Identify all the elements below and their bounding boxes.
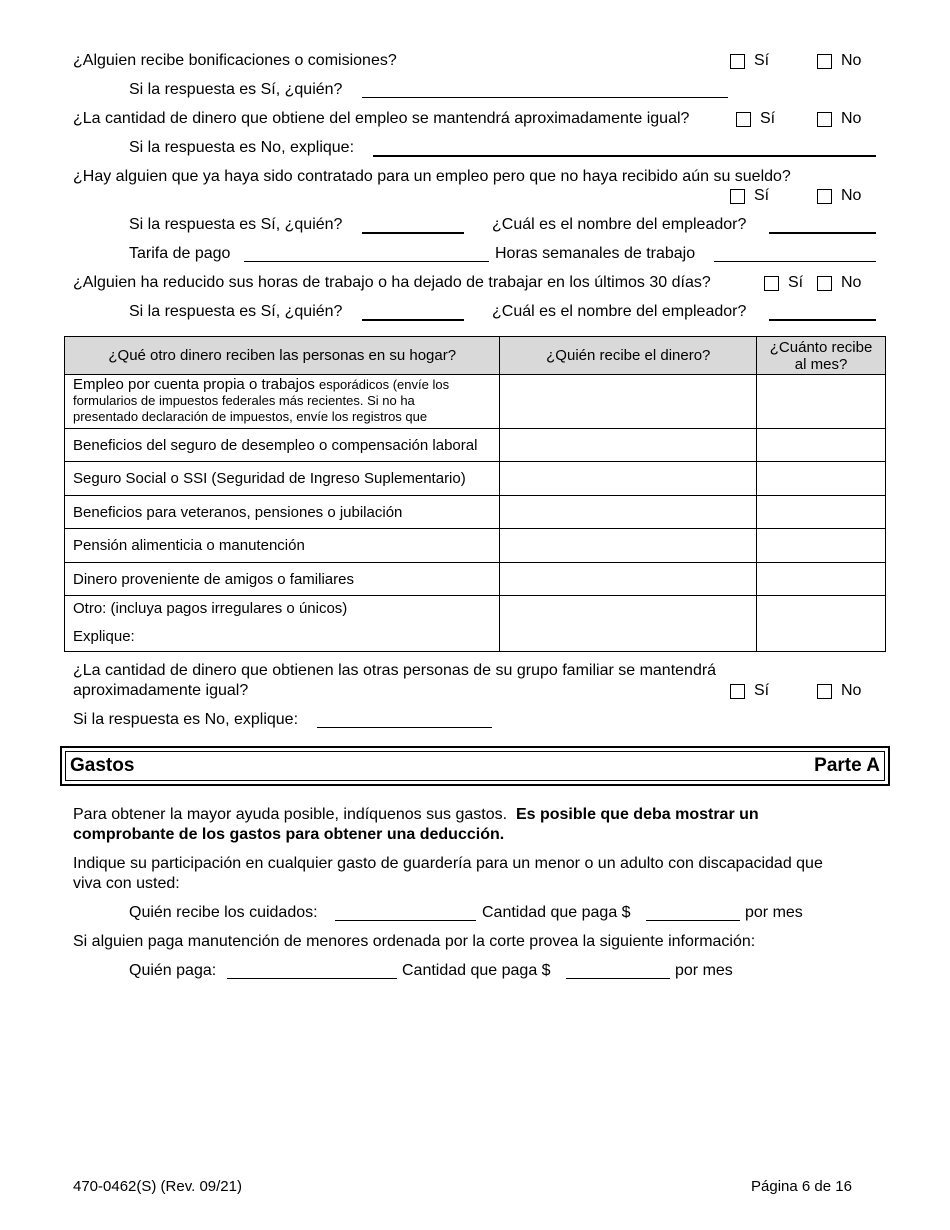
hired-employer-label: ¿Cuál es el nombre del empleador?	[492, 216, 747, 233]
expenses-intro-normal: Para obtener la mayor ayuda posible, indíquenos sus gastos.	[73, 806, 508, 823]
same-amount-no-label: No	[841, 110, 862, 127]
expenses-intro-line1	[73, 806, 759, 824]
header-monthly-amount-line1: ¿Cuánto recibe	[769, 338, 873, 356]
other-income-table	[64, 336, 886, 652]
bonus-no-label: No	[841, 52, 862, 69]
reduced-no-label: No	[841, 274, 862, 291]
unemployment-amount-cell[interactable]	[757, 429, 886, 462]
support-amount-field[interactable]	[566, 978, 670, 979]
same-amount-yes-label: Sí	[760, 110, 776, 127]
row-alimony: Pensión alimenticia o manutención	[65, 529, 500, 563]
bonus-yes-checkbox[interactable]	[730, 54, 745, 69]
bonus-who-field[interactable]	[362, 97, 728, 98]
support-who-field[interactable]	[227, 978, 397, 979]
childcare-amount-label: Cantidad que paga $	[482, 904, 631, 921]
self-employment-who-cell[interactable]	[500, 375, 757, 429]
others-explain-label: Si la respuesta es No, explique:	[73, 711, 299, 728]
question-reduced-hours: ¿Alguien ha reducido sus horas de trabajo o ha dejado de trabajar en los últimos 30 días?	[73, 274, 711, 291]
section-header-gastos	[60, 746, 890, 786]
same-amount-no-checkbox[interactable]	[817, 112, 832, 127]
reduced-yes-checkbox[interactable]	[764, 276, 779, 291]
reduced-yes-label: Sí	[788, 274, 804, 291]
other-explain-label: Explique:	[73, 628, 135, 645]
hired-yes-checkbox[interactable]	[730, 189, 745, 204]
table-row	[65, 596, 886, 652]
reduced-who-field[interactable]	[362, 319, 464, 321]
question-others-line1: ¿La cantidad de dinero que obtienen las otras personas de su grupo familiar se mantendrá	[73, 662, 717, 679]
hired-no-label: No	[841, 187, 862, 204]
self-employment-note-c: presentado declaración de impuestos, envíe los registros que	[73, 409, 428, 424]
alimony-who-cell[interactable]	[500, 529, 757, 563]
other-who-cell[interactable]	[500, 596, 757, 652]
child-support-text: Si alguien paga manutención de menores ordenada por la corte provea la siguiente información:	[73, 933, 756, 950]
pay-rate-field[interactable]	[244, 261, 489, 262]
reduced-employer-field[interactable]	[769, 319, 876, 321]
question-others-line2: aproximadamente igual?	[73, 682, 249, 699]
footer-form-number: 470-0462(S) (Rev. 09/21)	[73, 1178, 242, 1195]
table-row	[65, 429, 886, 462]
friends-family-who-cell[interactable]	[500, 563, 757, 596]
bonus-yes-label: Sí	[754, 52, 770, 69]
alimony-amount-cell[interactable]	[757, 529, 886, 563]
table-row	[65, 375, 886, 429]
header-monthly-amount-line2: al mes?	[794, 355, 848, 373]
weekly-hours-label: Horas semanales de trabajo	[495, 245, 696, 262]
weekly-hours-field[interactable]	[714, 261, 876, 262]
same-amount-yes-checkbox[interactable]	[736, 112, 751, 127]
others-explain-field[interactable]	[317, 727, 492, 728]
pay-rate-label: Tarifa de pago	[129, 245, 231, 262]
section-part: Parte A	[814, 755, 880, 776]
table-row	[65, 563, 886, 596]
support-amount-label: Cantidad que paga $	[402, 962, 551, 979]
row-other	[65, 596, 500, 652]
header-monthly-amount	[757, 337, 886, 375]
support-who-label: Quién paga:	[129, 962, 217, 979]
same-amount-explain-field[interactable]	[373, 155, 876, 157]
table-row	[65, 496, 886, 529]
self-employment-note-a: esporádicos (envíe los	[319, 377, 450, 392]
self-employment-note-b: formularios de impuestos federales más recientes. Si no ha	[73, 393, 415, 408]
self-employment-label: Empleo por cuenta propia o trabajos	[73, 376, 315, 393]
bonus-who-label: Si la respuesta es Sí, ¿quién?	[129, 81, 343, 98]
hired-no-checkbox[interactable]	[817, 189, 832, 204]
others-yes-checkbox[interactable]	[730, 684, 745, 699]
question-bonus: ¿Alguien recibe bonificaciones o comisiones?	[73, 52, 397, 69]
self-employment-amount-cell[interactable]	[757, 375, 886, 429]
row-self-employment	[65, 375, 500, 429]
bonus-no-checkbox[interactable]	[817, 54, 832, 69]
hired-who-label: Si la respuesta es Sí, ¿quién?	[129, 216, 343, 233]
hired-employer-field[interactable]	[769, 232, 876, 234]
hired-yes-label: Sí	[754, 187, 770, 204]
header-income-source: ¿Qué otro dinero reciben las personas en su hogar?	[65, 337, 500, 375]
row-friends-family: Dinero proveniente de amigos o familiares	[65, 563, 500, 596]
other-label: Otro: (incluya pagos irregulares o únicos)	[73, 600, 348, 617]
veterans-amount-cell[interactable]	[757, 496, 886, 529]
row-social-security: Seguro Social o SSI (Seguridad de Ingreso Suplementario)	[65, 462, 500, 496]
question-same-amount: ¿La cantidad de dinero que obtiene del empleo se mantendrá aproximadamente igual?	[73, 110, 690, 127]
expenses-intro-bold2: comprobante de los gastos para obtener una deducción.	[73, 826, 505, 843]
veterans-who-cell[interactable]	[500, 496, 757, 529]
other-amount-cell[interactable]	[757, 596, 886, 652]
social-security-amount-cell[interactable]	[757, 462, 886, 496]
childcare-line1: Indique su participación en cualquier gasto de guardería para un menor o un adulto con discapacidad que	[73, 855, 823, 872]
unemployment-who-cell[interactable]	[500, 429, 757, 462]
childcare-line2: viva con usted:	[73, 875, 180, 892]
reduced-no-checkbox[interactable]	[817, 276, 832, 291]
childcare-who-field[interactable]	[335, 920, 476, 921]
question-hired: ¿Hay alguien que ya haya sido contratado para un empleo pero que no haya recibido aún su sueldo?	[73, 168, 791, 185]
header-who-receives: ¿Quién recibe el dinero?	[500, 337, 757, 375]
row-unemployment: Beneficios del seguro de desempleo o compensación laboral	[65, 429, 500, 462]
childcare-who-label: Quién recibe los cuidados:	[129, 904, 318, 921]
social-security-who-cell[interactable]	[500, 462, 757, 496]
others-yes-label: Sí	[754, 682, 770, 699]
others-no-checkbox[interactable]	[817, 684, 832, 699]
childcare-amount-field[interactable]	[646, 920, 740, 921]
friends-family-amount-cell[interactable]	[757, 563, 886, 596]
footer-page-number: Página 6 de 16	[751, 1178, 852, 1195]
same-amount-explain-label: Si la respuesta es No, explique:	[129, 139, 355, 156]
support-per-month: por mes	[675, 962, 733, 979]
row-veterans: Beneficios para veteranos, pensiones o jubilación	[65, 496, 500, 529]
table-row	[65, 529, 886, 563]
others-no-label: No	[841, 682, 862, 699]
expenses-intro-bold1: Es posible que deba mostrar un	[515, 806, 759, 823]
hired-who-field[interactable]	[362, 232, 464, 234]
table-header-row	[65, 337, 886, 375]
childcare-per-month: por mes	[745, 904, 803, 921]
table-row	[65, 462, 886, 496]
reduced-employer-label: ¿Cuál es el nombre del empleador?	[492, 303, 747, 320]
reduced-who-label: Si la respuesta es Sí, ¿quién?	[129, 303, 343, 320]
section-title: Gastos	[70, 755, 135, 776]
